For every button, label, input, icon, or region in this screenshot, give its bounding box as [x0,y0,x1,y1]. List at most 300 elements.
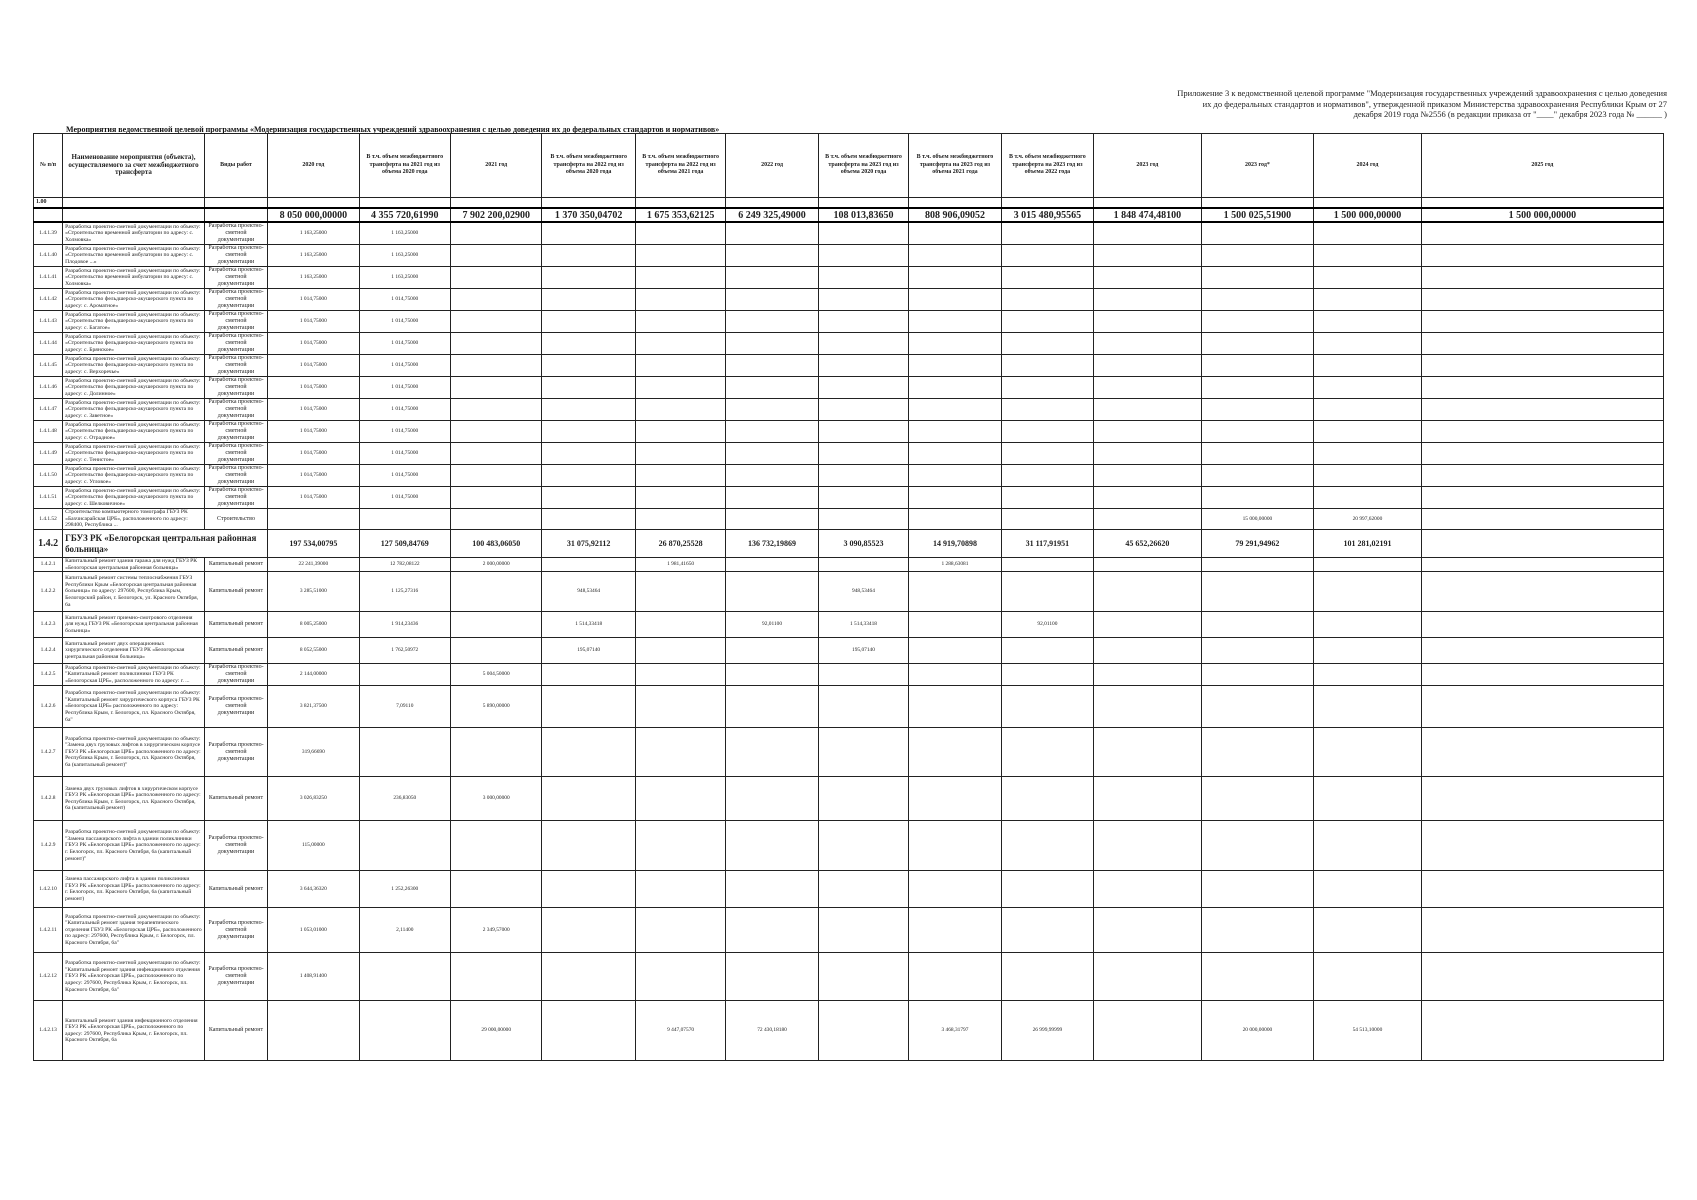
row-value [635,443,725,465]
row-value [818,399,908,421]
row-value [726,377,818,399]
row-value [1001,953,1093,1001]
row-value [451,311,542,333]
row-value [1421,686,1663,728]
row-value [909,871,1001,908]
row-value: 92,01100 [1001,612,1093,638]
row-value [726,355,818,377]
row-value: 8 005,25000 [268,612,359,638]
row-value [635,908,725,953]
row-value [451,821,542,871]
header-row [34,134,1664,198]
row-value [1001,664,1093,686]
row-value [1314,443,1422,465]
row-value [726,953,818,1001]
total-value: 108 013,83650 [818,208,908,222]
row-value [1001,222,1093,245]
row-name: Разработка проектно-сметной документации по объекту: «Строительство фельдшерско-акушерского пункта по адресу: с. Шелковичное» [63,487,205,509]
row-value [1314,267,1422,289]
empty-cell [542,198,635,209]
row-value [635,953,725,1001]
row-value [1001,558,1093,572]
row-work-type: Разработка проектно-сметной документации [204,333,267,355]
row-value [1314,311,1422,333]
row-number: 1.4.1.51 [34,487,63,509]
row-value: 2,11400 [359,908,450,953]
row-name: Разработка проектно-сметной документации по объекту: «Строительство временной амбулатории по адресу: с. Плодовое ...» [63,245,205,267]
row-value [909,222,1001,245]
section-value: 3 090,85523 [818,530,908,558]
row-value [542,908,635,953]
row-value [818,267,908,289]
row-value [542,245,635,267]
row-value [1201,355,1314,377]
row-value [818,728,908,777]
row-value: 1 014,75000 [268,443,359,465]
empty-cell [204,198,267,209]
empty-cell [726,198,818,209]
column-header: 2023 год* [1201,134,1314,198]
row-name: Разработка проектно-сметной документации по объекту: «Строительство фельдшерско-акушерского пункта по адресу: с. Тенистое» [63,443,205,465]
row-value [542,377,635,399]
row-value [818,908,908,953]
row-value [542,509,635,530]
row-value [726,222,818,245]
row-value: 1 014,75000 [268,333,359,355]
row-value [818,289,908,311]
row-value [818,311,908,333]
row-value [451,222,542,245]
row-number: 1.4.1.50 [34,465,63,487]
row-value [818,821,908,871]
total-value: 7 902 200,02900 [451,208,542,222]
row-value: 5 004,50000 [451,664,542,686]
row-value [635,311,725,333]
row-value [1421,638,1663,664]
row-number: 1.4.1.39 [34,222,63,245]
row-work-type: Разработка проектно-сметной документации [204,728,267,777]
row-value [1314,377,1422,399]
row-value [1001,509,1093,530]
table-row [34,908,1664,953]
row-value [1421,267,1663,289]
table-row [34,686,1664,728]
row-value: 1 014,75000 [359,311,450,333]
row-value [542,558,635,572]
row-value [1001,487,1093,509]
row-number: 1.4.1.52 [34,509,63,530]
row-value [909,686,1001,728]
row-value [1094,664,1202,686]
row-value: 1 762,50972 [359,638,450,664]
row-value [635,421,725,443]
section-value: 136 732,19869 [726,530,818,558]
row-value: 1 163,25000 [359,222,450,245]
row-value [1314,222,1422,245]
row-value [1421,222,1663,245]
row-value [909,399,1001,421]
row-value: 1 014,75000 [268,289,359,311]
row-value [1421,377,1663,399]
row-value [818,487,908,509]
empty-cell [1094,198,1202,209]
row-value: 948,53464 [818,572,908,612]
row-name: Разработка проектно-сметной документации по объекту: «Строительство фельдшерско-акушерского пункта по адресу: с. Отрадное» [63,421,205,443]
row-value [635,245,725,267]
column-header: 2021 год [451,134,542,198]
row-value [635,871,725,908]
row-value [1094,355,1202,377]
row-value [451,638,542,664]
code-row [34,198,1664,209]
row-value [1201,377,1314,399]
row-value: 1 014,75000 [359,377,450,399]
table-row [34,222,1664,245]
row-number: 1.4.1.40 [34,245,63,267]
row-value: 3 026,83250 [268,777,359,821]
row-value [909,443,1001,465]
row-value [542,777,635,821]
row-number: 1.4.1.44 [34,333,63,355]
empty-cell [34,208,63,222]
row-value [542,465,635,487]
row-name: Строительство компьютерного томографа ГБУЗ РК «Бахчисарайская ЦРБ», расположенного по адресу: 298400, Республика ... [63,509,205,530]
row-value [726,421,818,443]
row-value [1094,487,1202,509]
row-value [818,509,908,530]
row-value [818,222,908,245]
table-row [34,821,1664,871]
row-value [818,465,908,487]
row-work-type: Капитальный ремонт [204,638,267,664]
row-value [359,953,450,1001]
row-work-type: Разработка проектно-сметной документации [204,953,267,1001]
row-value [1201,664,1314,686]
row-work-type: Разработка проектно-сметной документации [204,443,267,465]
row-value [1094,572,1202,612]
row-value [1421,465,1663,487]
row-value [726,289,818,311]
row-value [1094,267,1202,289]
row-name: Разработка проектно-сметной документации по объекту: "Капитальный ремонт хирургического корпуса ГБУЗ РК «Белогорская ЦРБ» расположенного по адресу: Республика Крым, г. Белогорск, пл. Красного Октября, 6а" [63,686,205,728]
row-value [542,222,635,245]
row-value [635,572,725,612]
row-value: 3 000,00000 [451,777,542,821]
row-value [635,355,725,377]
row-value [635,686,725,728]
table-row [34,333,1664,355]
row-number: 1.4.2.11 [34,908,63,953]
row-value [726,638,818,664]
row-value [542,871,635,908]
section-value: 31 117,91951 [1001,530,1093,558]
row-value: 2 349,57000 [451,908,542,953]
row-value [1094,245,1202,267]
row-work-type: Разработка проектно-сметной документации [204,267,267,289]
row-value [726,686,818,728]
row-value [1201,777,1314,821]
row-value [1314,612,1422,638]
empty-cell [1001,198,1093,209]
row-value [909,333,1001,355]
row-value [635,777,725,821]
row-value [818,871,908,908]
table-row [34,487,1664,509]
row-value [1094,728,1202,777]
row-value: 1 914,23436 [359,612,450,638]
row-value [1001,377,1093,399]
row-value [909,953,1001,1001]
row-number: 1.4.2.3 [34,612,63,638]
row-value [726,821,818,871]
row-value [726,572,818,612]
row-value [1421,821,1663,871]
row-value: 1 125,27316 [359,572,450,612]
row-value: 2 000,00000 [451,558,542,572]
row-value: 1 014,75000 [359,443,450,465]
row-value [451,612,542,638]
table-row [34,953,1664,1001]
row-number: 1.4.1.49 [34,443,63,465]
appendix-line-3: декабря 2019 года №2556 (в редакции приказа от "____" декабря 2023 года № ______ ) [1353,109,1667,119]
table-row [34,289,1664,311]
code-cell: 1.00 [34,198,63,209]
row-value [726,487,818,509]
row-number: 1.4.1.48 [34,421,63,443]
row-value [268,1001,359,1061]
row-value [1001,333,1093,355]
row-value [1001,289,1093,311]
row-value [635,222,725,245]
row-value [635,267,725,289]
row-value [909,777,1001,821]
column-header: В т.ч. объем межбюджетного трансферта на 2023 год из объема 2021 года [909,134,1001,198]
row-value [451,421,542,443]
row-value: 1 163,25000 [268,222,359,245]
row-value [909,572,1001,612]
row-name: Разработка проектно-сметной документации по объекту: «Строительство временной амбулатории по адресу: с. Холмовка» [63,222,205,245]
total-value: 808 906,09052 [909,208,1001,222]
row-work-type: Разработка проектно-сметной документации [204,399,267,421]
row-value [1314,728,1422,777]
row-value [1001,399,1093,421]
row-value [635,509,725,530]
row-value [1421,355,1663,377]
row-value: 72 430,18180 [726,1001,818,1061]
total-value: 6 249 325,49000 [726,208,818,222]
empty-cell [818,198,908,209]
row-value [359,664,450,686]
row-value: 3 644,36320 [268,871,359,908]
row-value: 195,07140 [818,638,908,664]
column-header: 2023 год [1094,134,1202,198]
row-number: 1.4.1.45 [34,355,63,377]
row-value: 3 821,37500 [268,686,359,728]
totals-row [34,208,1664,222]
row-value [1201,728,1314,777]
table-row [34,612,1664,638]
row-value [1201,487,1314,509]
total-value: 3 015 480,95565 [1001,208,1093,222]
table-row [34,245,1664,267]
row-value [726,333,818,355]
row-number: 1.4.1.47 [34,399,63,421]
row-value [1421,333,1663,355]
row-value [818,558,908,572]
row-value [1314,558,1422,572]
row-value [1201,311,1314,333]
empty-cell [635,198,725,209]
section-value: 14 919,70898 [909,530,1001,558]
row-value [1201,245,1314,267]
row-value [726,509,818,530]
row-value [542,421,635,443]
row-value [359,821,450,871]
row-value [1094,377,1202,399]
section-value: 100 483,06050 [451,530,542,558]
row-name: Разработка проектно-сметной документации по объекту: "Капитальный ремонт здания инфекционного отделения ГБУЗ РК «Белогорская ЦРБ», расположенного по адресу: 297600, Республика Крым, г. Белогорск, пл. Красного Октября, 6а" [63,953,205,1001]
row-value [818,777,908,821]
row-number: 1.4.1.42 [34,289,63,311]
empty-cell [1421,198,1663,209]
row-value [1421,421,1663,443]
row-value [1201,465,1314,487]
row-value: 948,53464 [542,572,635,612]
row-value [1094,399,1202,421]
row-work-type: Капитальный ремонт [204,777,267,821]
row-value [542,311,635,333]
row-value [909,245,1001,267]
row-name: Капитальный ремонт здания гаража для нужд ГБУЗ РК «Белогорская центральная районная больница» [63,558,205,572]
row-value [1094,953,1202,1001]
row-value [818,686,908,728]
row-number: 1.4.2.7 [34,728,63,777]
row-value [1421,1001,1663,1061]
row-value: 7,09110 [359,686,450,728]
row-value: 26 999,99999 [1001,1001,1093,1061]
row-value [1001,777,1093,821]
table-row [34,871,1664,908]
row-value [1201,686,1314,728]
row-value [1001,443,1093,465]
row-value [726,399,818,421]
section-value: 79 291,94962 [1201,530,1314,558]
row-value: 54 513,10000 [1314,1001,1422,1061]
total-value: 1 500 000,00000 [1421,208,1663,222]
empty-cell [909,198,1001,209]
row-value: 1 163,25000 [359,245,450,267]
row-value: 319,66690 [268,728,359,777]
row-value [1421,509,1663,530]
row-value [451,572,542,612]
row-value [818,333,908,355]
row-value [635,638,725,664]
row-number: 1.4.2.9 [34,821,63,871]
empty-cell [63,208,205,222]
row-value: 1 163,25000 [268,267,359,289]
row-work-type: Разработка проектно-сметной документации [204,686,267,728]
row-value [542,1001,635,1061]
row-number: 1.4.2.12 [34,953,63,1001]
row-value: 1 053,01000 [268,908,359,953]
row-value [451,509,542,530]
row-work-type: Разработка проектно-сметной документации [204,664,267,686]
row-number: 1.4.1.46 [34,377,63,399]
empty-cell [451,198,542,209]
row-value [1001,821,1093,871]
row-value: 1 981,41650 [635,558,725,572]
row-value [542,399,635,421]
row-value [1314,572,1422,612]
row-number: 1.4.2.2 [34,572,63,612]
row-number: 1.4.1.43 [34,311,63,333]
row-value [1314,399,1422,421]
row-value: 1 014,75000 [268,399,359,421]
row-value [1421,612,1663,638]
row-value [726,777,818,821]
row-name: Разработка проектно-сметной документации по объекту: «Строительство фельдшерско-акушерского пункта по адресу: с. Багатое» [63,311,205,333]
table-row [34,311,1664,333]
row-value [1201,953,1314,1001]
table-row [34,443,1664,465]
row-value [1314,355,1422,377]
row-value [818,953,908,1001]
row-value [1001,311,1093,333]
row-value: 1 014,75000 [268,487,359,509]
empty-cell [359,198,450,209]
row-value [909,355,1001,377]
row-value: 1 014,75000 [359,355,450,377]
row-value [818,421,908,443]
row-value [542,443,635,465]
row-value [1421,728,1663,777]
row-value [1001,267,1093,289]
appendix-line-2: их до федеральных стандартов и нормативов", утвержденной приказом Министерства здравоохранения Республики Крым от 27 [1202,98,1667,109]
section-value: 101 281,02191 [1314,530,1422,558]
row-work-type: Разработка проектно-сметной документации [204,421,267,443]
row-value [909,664,1001,686]
row-value [635,728,725,777]
row-name: Капитальный ремонт двух операционных хирургического отделения ГБУЗ РК «Белогорская центральная районная больница» [63,638,205,664]
row-value [818,355,908,377]
row-value [542,686,635,728]
empty-cell [204,208,267,222]
row-name: Разработка проектно-сметной документации по объекту: «Строительство фельдшерско-акушерского пункта по адресу: с. Брянское» [63,333,205,355]
row-name: Разработка проектно-сметной документации по объекту: «Строительство фельдшерско-акушерского пункта по адресу: с. Долинное» [63,377,205,399]
row-value [818,1001,908,1061]
total-value: 1 675 353,62125 [635,208,725,222]
row-value [1094,686,1202,728]
column-header: № п/п [34,134,63,198]
row-work-type: Разработка проектно-сметной документации [204,465,267,487]
row-value [1421,558,1663,572]
table-row [34,572,1664,612]
row-value: 1 014,75000 [268,421,359,443]
row-value [909,908,1001,953]
row-value [909,465,1001,487]
program-table [33,133,1664,1061]
column-header: Наименование мероприятия (объекта), осуществляемого за счет межбюджетного трансферта [63,134,205,198]
row-value [1201,612,1314,638]
column-header: В т.ч. объем межбюджетного трансферта на 2021 год из объема 2020 года [359,134,450,198]
row-value: 1 014,75000 [268,377,359,399]
row-value [818,377,908,399]
row-value [359,509,450,530]
row-value [1421,572,1663,612]
row-value [1094,908,1202,953]
row-value [1314,245,1422,267]
row-value [726,664,818,686]
